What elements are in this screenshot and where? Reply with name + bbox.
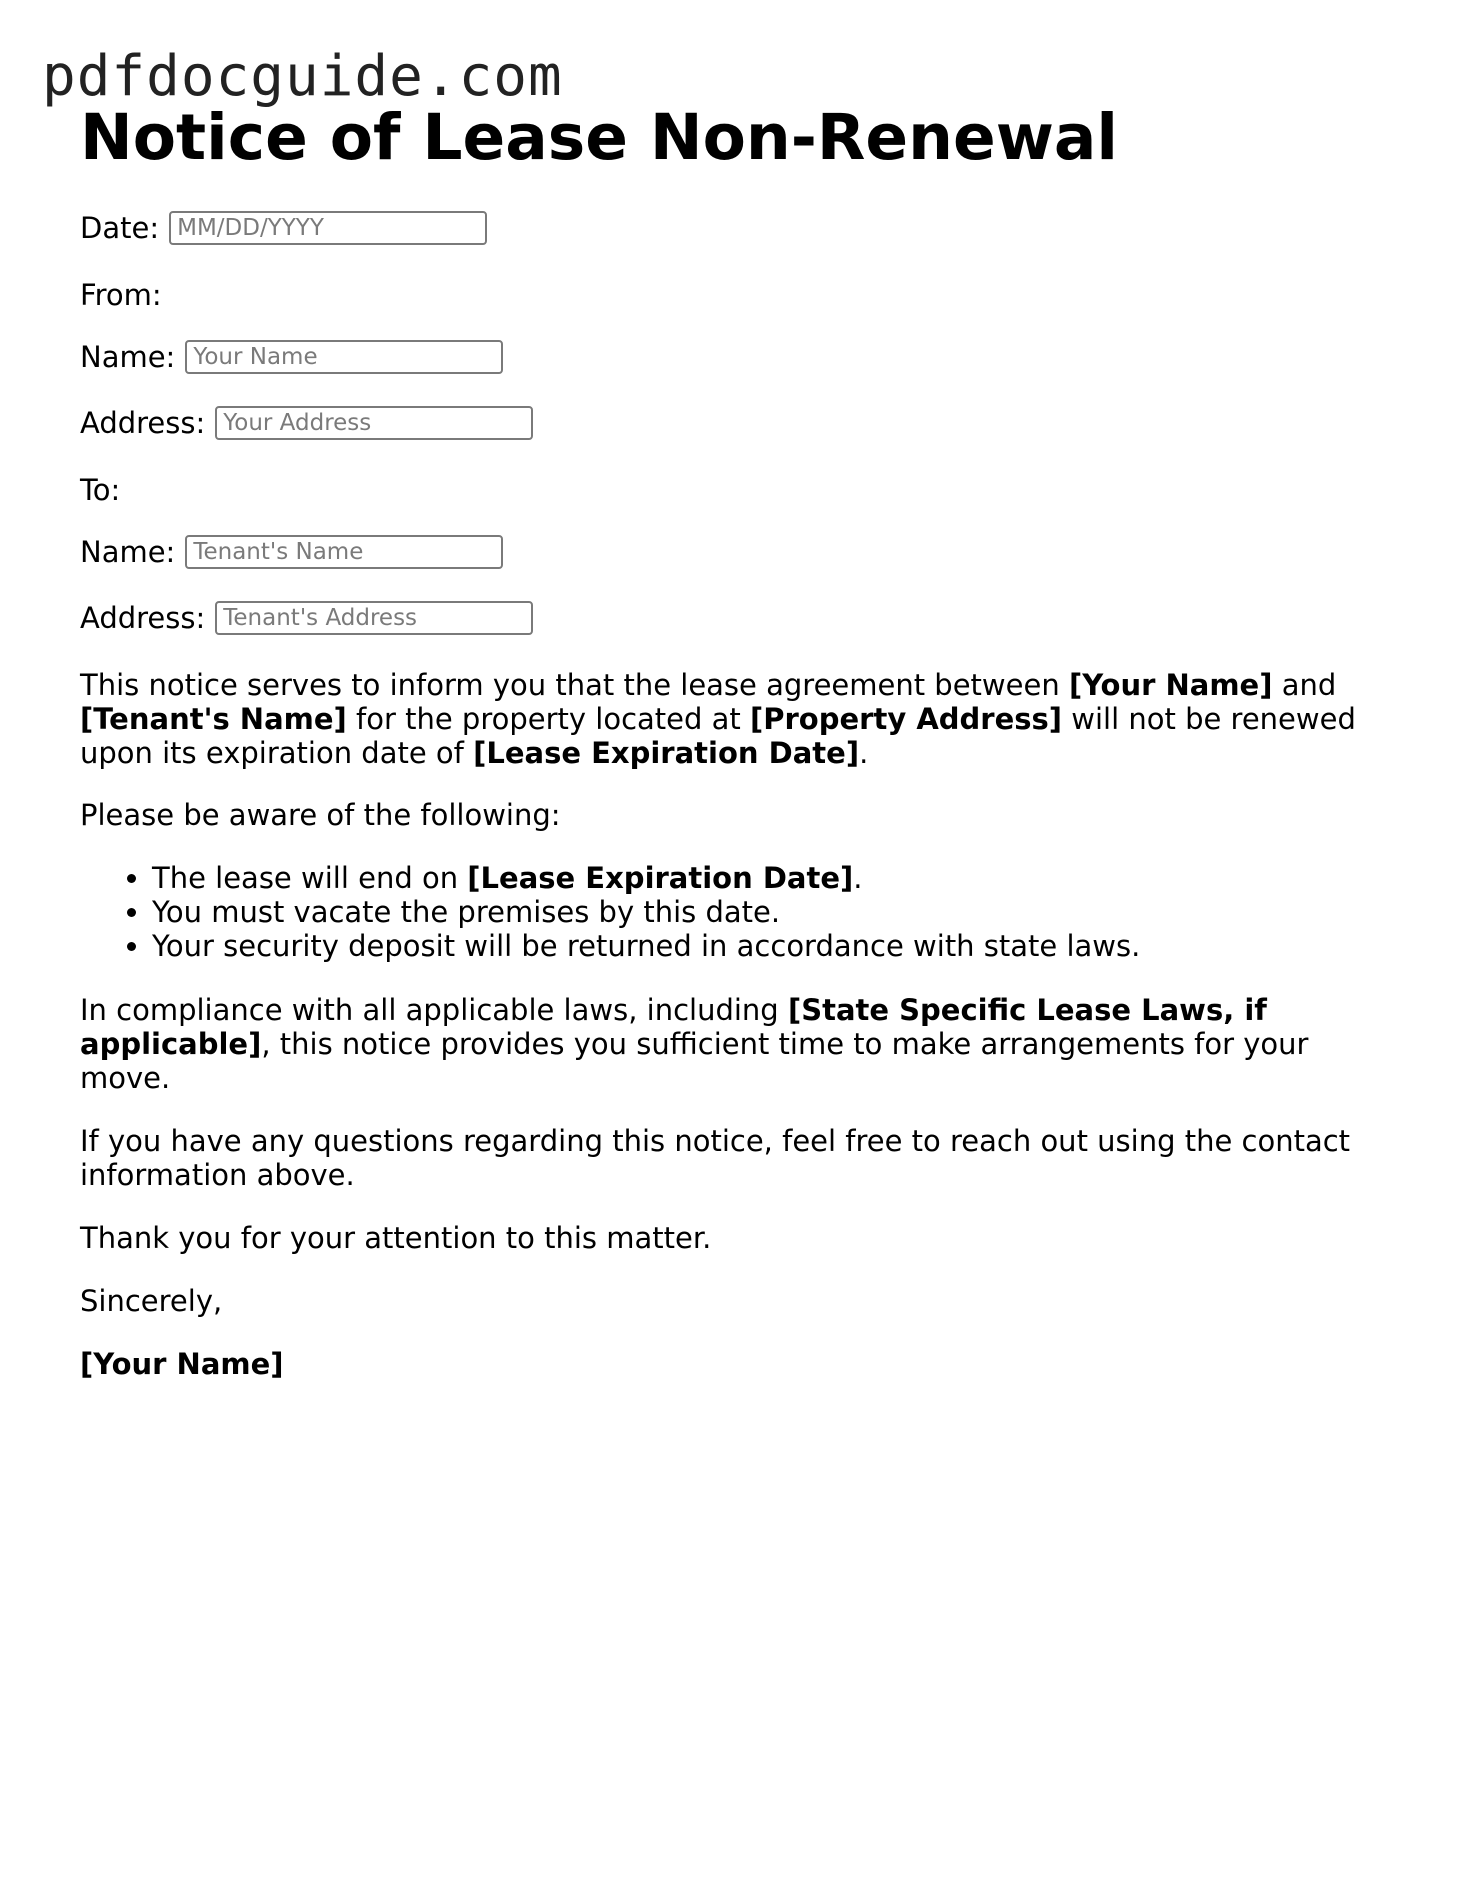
from-name-label: Name: — [80, 340, 176, 374]
state-laws-placeholder: [State Specific Lease Laws, if applicable] — [80, 993, 1267, 1061]
questions-paragraph: If you have any questions regarding this notice, feel free to reach out using the contact information above. — [80, 1124, 1351, 1192]
compliance-paragraph — [80, 993, 1370, 1095]
from-address-row — [80, 403, 533, 443]
compliance-text-2: , this notice provides you sufficient time to make arrangements for your move. — [80, 1027, 1309, 1095]
watermark-text: pdfdocguide.com — [42, 44, 563, 109]
from-name-input[interactable] — [185, 340, 503, 374]
document-body — [80, 100, 1380, 1381]
intro-text-1: This notice serves to inform you that the lease agreement between — [80, 668, 1069, 702]
date-input[interactable] — [169, 211, 487, 245]
to-address-input[interactable] — [215, 601, 533, 635]
bullet-1-bold: [Lease Expiration Date] — [467, 861, 854, 895]
compliance-text-1: In compliance with all applicable laws, including — [80, 993, 788, 1027]
list-item: • Your security deposit will be returned in accordance with state laws. — [152, 929, 1370, 963]
to-name-input[interactable] — [185, 535, 503, 569]
aware-paragraph: Please be aware of the following: — [80, 798, 561, 832]
to-address-label: Address: — [80, 601, 206, 635]
from-address-input[interactable] — [215, 406, 533, 440]
intro-text-3: for the property located at — [346, 702, 750, 736]
closing-text: Sincerely, — [80, 1284, 223, 1318]
intro-paragraph — [80, 668, 1370, 770]
page-title: Notice of Lease Non-Renewal — [80, 101, 1119, 174]
list-item — [152, 861, 1370, 895]
date-row — [80, 208, 487, 248]
from-address-label: Address: — [80, 406, 206, 440]
your-name-placeholder: [Your Name] — [1068, 668, 1273, 702]
from-name-row — [80, 337, 503, 377]
bullet-1-end: . — [853, 861, 863, 895]
notice-bullet-list — [80, 861, 1370, 963]
to-name-label: Name: — [80, 535, 176, 569]
to-name-row — [80, 532, 503, 572]
from-label: From: — [80, 278, 162, 312]
property-address-placeholder: [Property Address] — [750, 702, 1063, 736]
date-label: Date: — [80, 211, 160, 245]
signature-name: [Your Name] — [80, 1347, 284, 1381]
to-label: To: — [80, 473, 121, 507]
to-address-row — [80, 598, 533, 638]
intro-text-4: will not be renewed upon its expiration date of — [80, 702, 1356, 770]
lease-expiration-placeholder: [Lease Expiration Date] — [473, 736, 860, 770]
tenant-name-placeholder: [Tenant's Name] — [80, 702, 347, 736]
intro-text-2: and — [1272, 668, 1337, 702]
intro-text-5: . — [859, 736, 869, 770]
thanks-paragraph: Thank you for your attention to this matter. — [80, 1221, 712, 1255]
list-item: • You must vacate the premises by this date. — [152, 895, 1370, 929]
bullet-1-text: The lease will end on — [152, 861, 468, 895]
